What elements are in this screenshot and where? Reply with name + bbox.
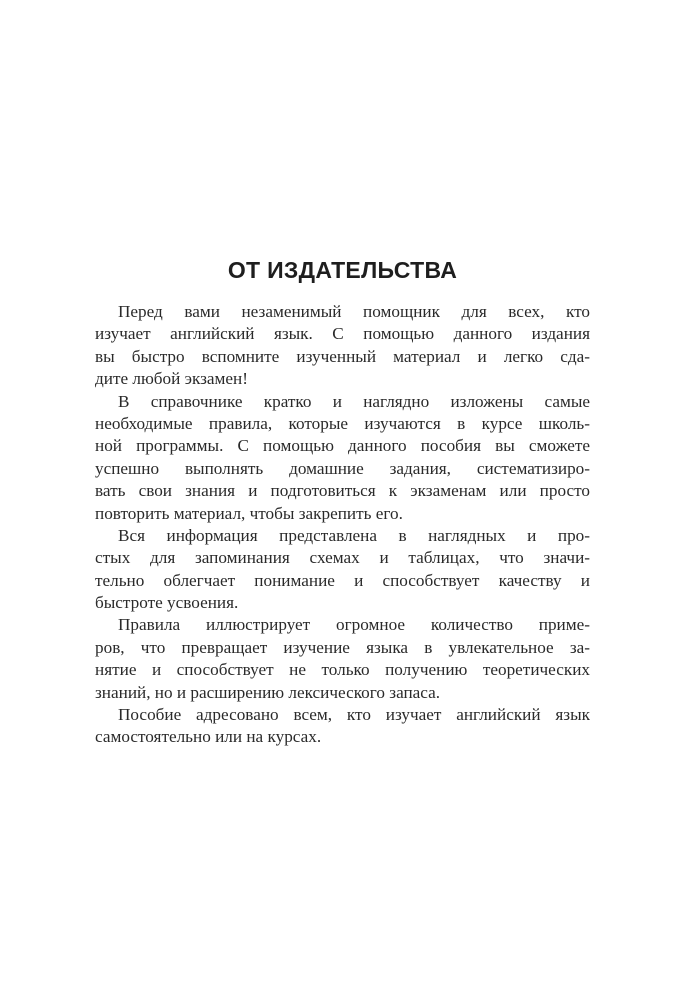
text-line: Перед вами незаменимый помощник для всех, кто xyxy=(118,302,590,321)
paragraph xyxy=(95,301,590,391)
text-line: ной программы. С помощью данного пособия вы сможете xyxy=(95,436,590,456)
text-line: нятие и способствует не только получению теоретических xyxy=(95,660,590,680)
text-line: самостоятельно или на курсах. xyxy=(95,727,322,747)
text-line: Пособие адресовано всем, кто изучает английский язык xyxy=(118,705,590,725)
text-line: тельно облегчает понимание и способствует качеству и xyxy=(95,570,590,590)
text-line: Правила иллюстрирует огромное количество приме- xyxy=(118,615,590,635)
paragraph xyxy=(95,704,590,749)
text-line: успешно выполнять домашние задания, систематизиро- xyxy=(95,458,590,478)
text-line: изучает английский язык. С помощью данного издания xyxy=(95,324,590,344)
text-line: необходимые правила, которые изучаются в курсе школь- xyxy=(95,413,590,433)
text-line: Вся информация представлена в наглядных и про- xyxy=(118,525,590,545)
paragraph xyxy=(95,614,590,704)
paragraph xyxy=(95,391,590,525)
body-text xyxy=(95,301,590,749)
text-line: стых для запоминания схемах и таблицах, что значи- xyxy=(95,548,590,568)
text-line: вы быстро вспомните изученный материал и легко сда- xyxy=(95,346,590,366)
text-line: В справочнике кратко и наглядно изложены самые xyxy=(118,391,590,411)
text-line: быстроте усвоения. xyxy=(95,593,239,613)
page-title: ОТ ИЗДАТЕЛЬСТВА xyxy=(227,257,458,283)
text-line: вать свои знания и подготовиться к экзаменам или просто xyxy=(95,481,590,501)
text-line: дите любой экзамен! xyxy=(95,369,248,389)
text-line: ров, что превращает изучение языка в увлекательное за- xyxy=(95,637,590,657)
paragraph xyxy=(95,525,590,615)
text-line: повторить материал, чтобы закрепить его. xyxy=(95,503,403,523)
text-line: знаний, но и расширению лексического запаса. xyxy=(95,682,441,702)
